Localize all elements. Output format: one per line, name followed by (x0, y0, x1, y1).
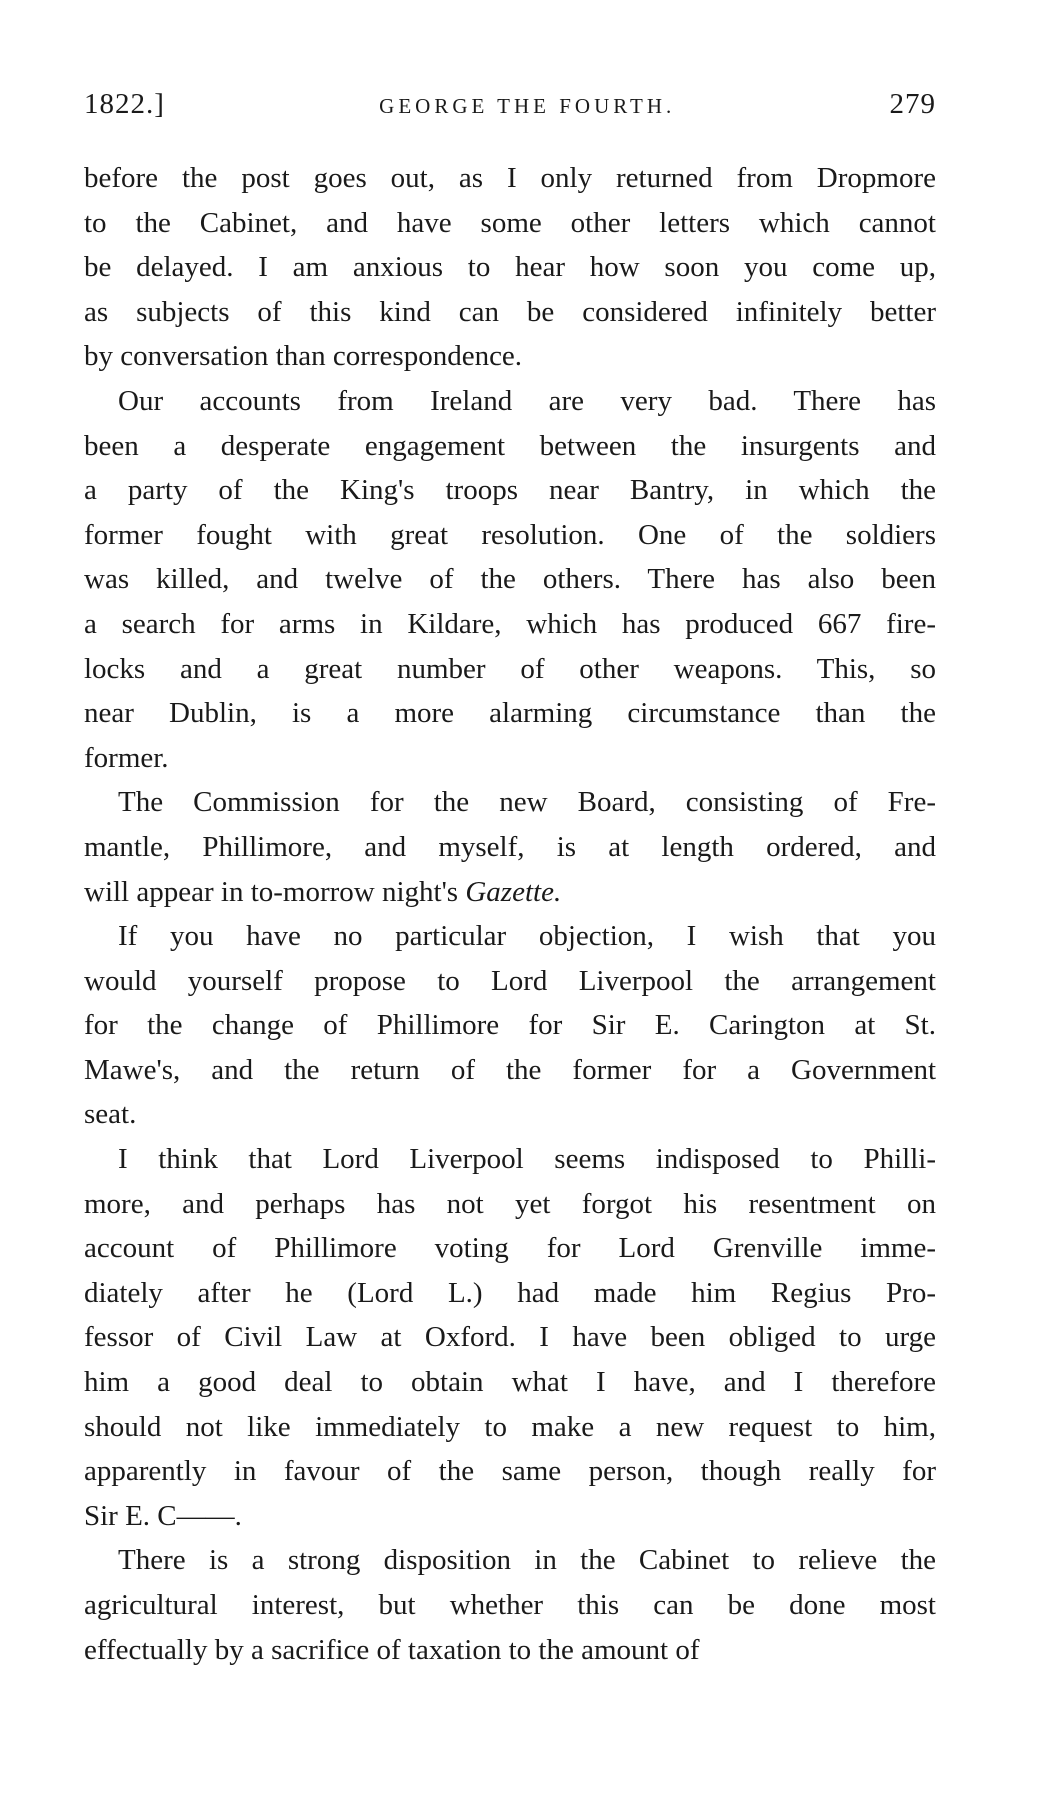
text-line: more, and perhaps has not yet forgot his resentment on (84, 1187, 936, 1220)
header-year: 1822.] (84, 88, 165, 120)
text-line: should not like immediately to make a new request to him, (84, 1410, 936, 1443)
text-line: be delayed. I am anxious to hear how soon you come up, (84, 251, 936, 284)
text-line: as subjects of this kind can be considered infinitely better (84, 295, 936, 328)
text-line: apparently in favour of the same person, though really for (84, 1455, 936, 1488)
page-number: 279 (889, 88, 936, 120)
text-line: agricultural interest, but whether this can be done most (84, 1589, 936, 1621)
running-head (84, 88, 936, 144)
text-line: near Dublin, is a more alarming circumstance than the (84, 697, 936, 730)
body-text (84, 156, 936, 1672)
paragraph (84, 1538, 936, 1672)
text-line: locks and a great number of other weapons. This, so (84, 652, 936, 685)
paragraph (84, 914, 936, 1137)
text-line: will appear in to-morrow night's Gazette. (84, 875, 562, 908)
text-line: was killed, and twelve of the others. There has also been (84, 563, 936, 596)
text-line: a party of the King's troops near Bantry, in which the (84, 474, 936, 507)
text-line: There is a strong disposition in the Cabinet to relieve the (118, 1544, 936, 1577)
text-line: I think that Lord Liverpool seems indisposed to Philli- (118, 1143, 936, 1176)
text-line: Our accounts from Ireland are very bad. There has (118, 384, 936, 417)
text-line: seat. (84, 1098, 137, 1131)
header-title: GEORGE THE FOURTH. (379, 94, 676, 118)
text-line: for the change of Phillimore for Sir E. Carington at St. (84, 1009, 936, 1042)
text-line: account of Phillimore voting for Lord Grenville imme- (84, 1232, 936, 1265)
text-line: If you have no particular objection, I wish that you (118, 920, 936, 953)
text-line: by conversation than correspondence. (84, 340, 523, 373)
book-page (84, 88, 936, 1672)
text-line: would yourself propose to Lord Liverpool the arrangement (84, 964, 936, 997)
text-line: effectually by a sacrifice of taxation to the amount of (84, 1633, 700, 1666)
text-line: former fought with great resolution. One of the soldiers (84, 518, 936, 551)
text-line: Mawe's, and the return of the former for a Government (84, 1053, 936, 1086)
text-line: him a good deal to obtain what I have, and I therefore (84, 1366, 936, 1399)
text-line: been a desperate engagement between the insurgents and (84, 429, 936, 462)
text-line: former. (84, 741, 169, 774)
paragraph (84, 156, 936, 379)
paragraph (84, 780, 936, 914)
text-line: mantle, Phillimore, and myself, is at length ordered, and (84, 830, 936, 863)
text-line: fessor of Civil Law at Oxford. I have been obliged to urge (84, 1321, 936, 1354)
text-line: The Commission for the new Board, consisting of Fre- (118, 786, 936, 819)
text-line: to the Cabinet, and have some other letters which cannot (84, 206, 936, 239)
text-line: Sir E. C——. (84, 1499, 242, 1532)
text-line: before the post goes out, as I only returned from Dropmore (84, 162, 936, 194)
paragraph (84, 379, 936, 780)
italic-title: Gazette. (465, 875, 562, 908)
text-line: diately after he (Lord L.) had made him Regius Pro- (84, 1276, 936, 1309)
paragraph (84, 1137, 936, 1538)
text-line: a search for arms in Kildare, which has produced 667 fire- (84, 607, 936, 640)
